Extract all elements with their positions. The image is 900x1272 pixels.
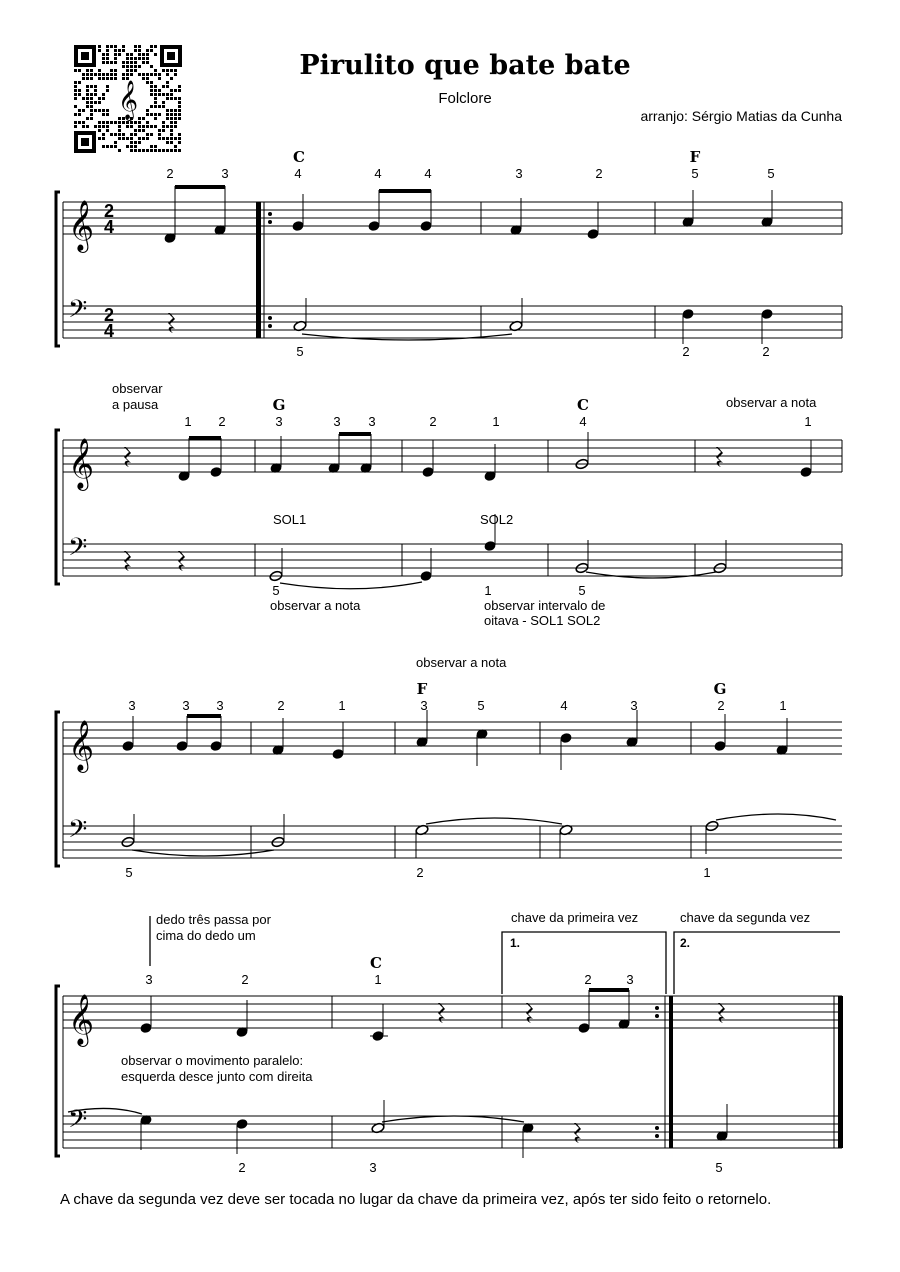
annotation: observar: [112, 381, 163, 396]
time-signature-bottom: 4: [104, 321, 115, 341]
fingering: 3: [128, 698, 136, 713]
annotation: dedo três passa por: [156, 912, 271, 927]
svg-text:𝄞: 𝄞: [117, 81, 139, 119]
repeat-start-barline: [256, 202, 261, 338]
treble-clef-icon: 𝄞: [68, 721, 95, 770]
annotation: observar a nota: [416, 655, 507, 670]
fingering: 2: [241, 972, 249, 987]
fingering: 3: [515, 166, 523, 181]
fingering: 1: [779, 698, 787, 713]
fingering: 1: [492, 414, 500, 429]
fingering: 3: [369, 1160, 377, 1175]
chord-symbol: C: [577, 396, 589, 414]
bass-clef-icon: 𝄢: [68, 534, 88, 567]
annotation: oitava - SOL1 SOL2: [484, 613, 601, 628]
chord-symbol: G: [713, 680, 727, 698]
annotation: SOL1: [273, 512, 307, 527]
fingering: 5: [767, 166, 775, 181]
fingering: 4: [374, 166, 382, 181]
time-signature-top: 2: [104, 305, 115, 325]
fingering: 2: [717, 698, 725, 713]
fingering: 5: [691, 166, 699, 181]
fingering: 4: [560, 698, 568, 713]
fingering: 4: [579, 414, 587, 429]
volta-number: 1.: [510, 936, 521, 950]
fingering: 3: [216, 698, 224, 713]
fingering: 5: [477, 698, 485, 713]
fingering: 4: [424, 166, 432, 181]
annotation: a pausa: [112, 397, 159, 412]
annotation: SOL2: [480, 512, 514, 527]
annotation: observar a nota: [270, 598, 361, 613]
volta-number: 2.: [680, 936, 691, 950]
fingering: 3: [368, 414, 376, 429]
annotation: observar a nota: [726, 395, 817, 410]
subtitle: Folclore: [438, 90, 492, 107]
fingering: 2: [166, 166, 174, 181]
fingering: 5: [578, 583, 586, 598]
annotation: observar intervalo de: [484, 598, 606, 613]
annotation: chave da primeira vez: [511, 910, 639, 925]
chord-symbol: C: [370, 954, 382, 972]
beam: [175, 185, 225, 189]
fingering: 2: [682, 344, 690, 359]
fingering: 1: [374, 972, 382, 987]
fingering: 1: [184, 414, 192, 429]
fingering: 3: [145, 972, 153, 987]
final-barline: [838, 996, 843, 1148]
treble-clef-icon: 𝄞: [68, 201, 95, 250]
fingering: 2: [762, 344, 770, 359]
fingering: 3: [333, 414, 341, 429]
time-signature-top: 2: [104, 201, 115, 221]
system-bracket: [56, 192, 60, 346]
fingering: 2: [238, 1160, 246, 1175]
chord-symbol: C: [293, 148, 305, 166]
bass-clef-icon: 𝄢: [68, 296, 88, 329]
fingering: 3: [182, 698, 190, 713]
system-1: [56, 148, 842, 359]
fingering: 3: [626, 972, 634, 987]
fingering: 1: [484, 583, 492, 598]
system-2: [56, 381, 842, 628]
fingering: 2: [416, 865, 424, 880]
treble-clef-icon: 𝄞: [68, 995, 95, 1044]
fingering: 5: [296, 344, 304, 359]
annotation: chave da segunda vez: [680, 910, 811, 925]
fingering: 4: [294, 166, 302, 181]
fingering: 3: [275, 414, 283, 429]
time-signature-bottom: 4: [104, 217, 115, 237]
footer-note: A chave da segunda vez deve ser tocada no lugar da chave da primeira vez, após ter sido feito o retornelo.: [60, 1191, 772, 1208]
treble-clef-icon: 𝄞: [68, 439, 95, 488]
system-4: [56, 910, 843, 1175]
fingering: 3: [420, 698, 428, 713]
repeat-end-barline: [669, 996, 673, 1148]
fingering: 3: [221, 166, 229, 181]
bass-clef-icon: 𝄢: [68, 816, 88, 849]
fingering: 1: [804, 414, 812, 429]
second-ending-bracket: [674, 932, 840, 994]
fingering: 2: [595, 166, 603, 181]
fingering: 5: [125, 865, 133, 880]
chord-symbol: F: [416, 680, 428, 698]
fingering: 2: [277, 698, 285, 713]
chord-symbol: F: [689, 148, 701, 166]
fingering: 1: [338, 698, 346, 713]
fingering: 1: [703, 865, 711, 880]
annotation: observar o movimento paralelo:: [121, 1053, 304, 1068]
fingering: 2: [218, 414, 226, 429]
fingering: 5: [272, 583, 280, 598]
page-title: Pirulito que bate bate: [299, 50, 631, 81]
fingering: 3: [630, 698, 638, 713]
arranger-credit: arranjo: Sérgio Matias da Cunha: [640, 108, 842, 124]
system-3: [56, 655, 842, 880]
fingering: 2: [429, 414, 437, 429]
bass-clef-icon: 𝄢: [68, 1106, 88, 1139]
fingering: 5: [715, 1160, 723, 1175]
fingering: 2: [584, 972, 592, 987]
chord-symbol: G: [272, 396, 286, 414]
annotation: cima do dedo um: [156, 928, 256, 943]
annotation: esquerda desce junto com direita: [121, 1069, 313, 1084]
